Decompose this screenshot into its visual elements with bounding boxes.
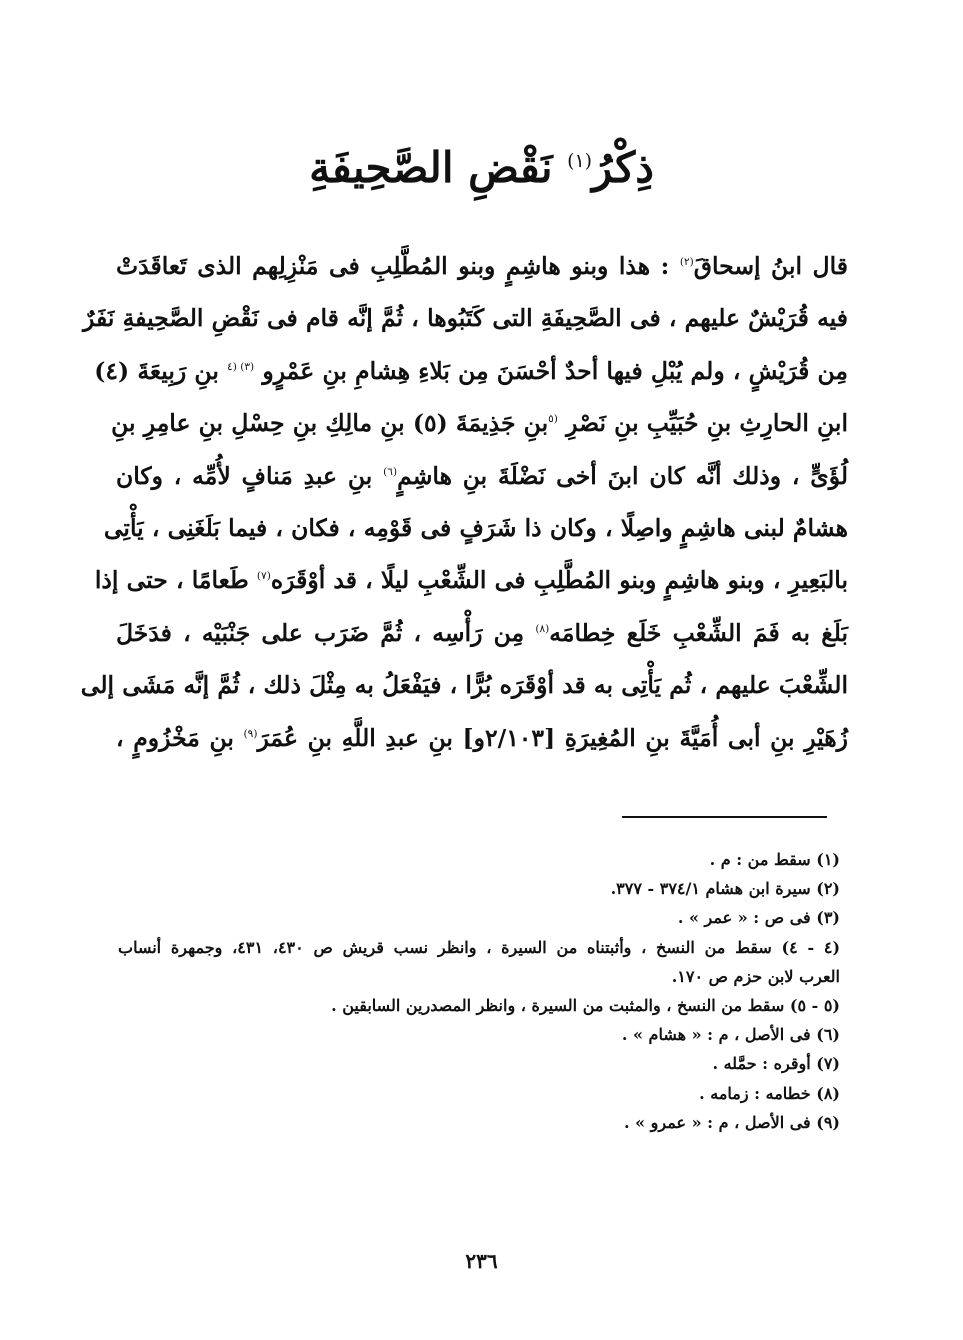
footnotes — [118, 845, 840, 1137]
body-text — [80, 240, 849, 764]
body-line: مِن قُرَيْشٍ ، ولم يُبْلِ فيها أحدٌ أحْسَنَ مِن بَلاءِ هِشامِ بنِ عَمْرٍو $^{(٣) (٤}$ بنِ رَبِيعَةَ (٤) — [94, 356, 848, 385]
footnote-ref[interactable]: (٨) — [535, 622, 550, 635]
body-line: لُؤَىٍّ ، وذلك أنَّه كان ابنَ أخى نَضْلَةَ بنِ هاشِمٍ$^{(٦)}$ بنِ عبدِ مَنافٍ لأُمِّه ، وكان — [116, 461, 848, 490]
footnote: (٧) أوقره : حمَّله . — [712, 1054, 840, 1074]
footnote: (١) سقط من : م . — [709, 850, 840, 869]
body-line: هشامٌ لبنى هاشِمٍ واصِلًا ، وكان ذا شَرَفٍ فى قَوْمِه ، فكان ، فيما بَلَغَنِى ، يَأْتِى — [103, 513, 848, 542]
footnote-ref[interactable]: (٢) — [679, 256, 694, 269]
body-line: قال ابنُ إسحاقَ$^{(٢)}$ : هذا وبنو هاشِمٍ وبنو المُطَّلِبِ فى مَنْزِلِهم الذى تَعاقَدَتْ — [116, 252, 848, 280]
body-line: الشِّعْبَ عليهم ، ثُم يَأْتِى به قد أوْقَرَه بُرًّا ، فيَفْعَلُ به مِثْلَ ذلك ، ثُمَّ إنَّه مَشَى إلى — [80, 671, 848, 700]
body-line: ابنِ الحارِثِ بنِ حُبَيِّبِ بنِ نَصْرِ $^{(٥}$بنِ جَذِيمَةَ (٥) بنِ مالِكِ بنِ حِسْلِ بنِ عامِرِ بنِ — [111, 409, 848, 438]
body-line: فيه قُرَيْشٌ عليهم ، فى الصَّحِيفَةِ التى كَتَبُوها ، ثُمَّ إنَّه قام فى نَقْضِ الصَّحِيفةِ نَفَرٌ — [83, 304, 848, 333]
chapter-title-rest: نَقْضِ الصَّحِيفَةِ — [309, 143, 553, 192]
footnote: (٣) فى ص : « عمر » . — [677, 908, 840, 928]
footnote: (٩) فى الأصل ، م : « عمرو » . — [623, 1112, 840, 1132]
chapter-title-footnote-ref[interactable]: (١) — [567, 150, 593, 172]
footnote-separator — [622, 816, 827, 818]
footnote-continuation: العرب لابن حزم ص ١٧٠. — [671, 966, 840, 986]
footnote: (٨) خطامه : زمامه . — [699, 1083, 840, 1103]
footnote-ref[interactable]: (٥ — [548, 413, 558, 426]
footnote-ref[interactable]: (٩) — [243, 727, 258, 740]
body-line: زُهَيْرِ بنِ أبى أُمَيَّةَ بنِ المُغِيرَةِ [٢/١٠٣و] بنِ عبدِ اللَّهِ بنِ عُمَرَ$^{(٩)}$ بنِ مَخْزُومٍ ، — [116, 723, 849, 752]
footnote: (٤ - ٤) سقط من النسخ ، وأثبتناه من السيرة ، وانظر نسب قريش ص ٤٣٠، ٤٣١، وجمهرة أنساب — [118, 937, 841, 957]
footnote: (٥ - ٥) سقط من النسخ ، والمثبت من السيرة ، وانظر المصدرين السابقين . — [331, 996, 840, 1016]
footnote-ref[interactable]: (٧) — [256, 570, 271, 583]
footnote-ref[interactable]: (٦) — [383, 465, 398, 478]
body-line: بَلَغ به فَمَ الشِّعْبِ خَلَع خِطامَه$^{(٨)}$ مِن رَأْسِه ، ثُمَّ ضَرَب على جَنْبَيْه ، فدَخَلَ — [116, 618, 849, 647]
chapter-title-first-word: ذِكْرُ — [592, 143, 654, 192]
body-line: بالبَعِيرِ ، وبنو هاشِمٍ وبنو المُطَّلِبِ فى الشِّعْبِ ليلًا ، قد أوْقَرَه$^{(٧)}$ طَعامًا ، حتى إذا — [94, 566, 848, 595]
footnote-ref[interactable]: (٣) (٤ — [227, 360, 255, 373]
page-number: ٢٣٦ — [465, 1249, 498, 1273]
footnote: (٢) سيرة ابن هشام ٣٧٤/١ - ٣٧٧. — [610, 879, 840, 899]
chapter-title — [0, 138, 963, 198]
footnote: (٦) فى الأصل ، م : « هشام » . — [621, 1025, 840, 1045]
